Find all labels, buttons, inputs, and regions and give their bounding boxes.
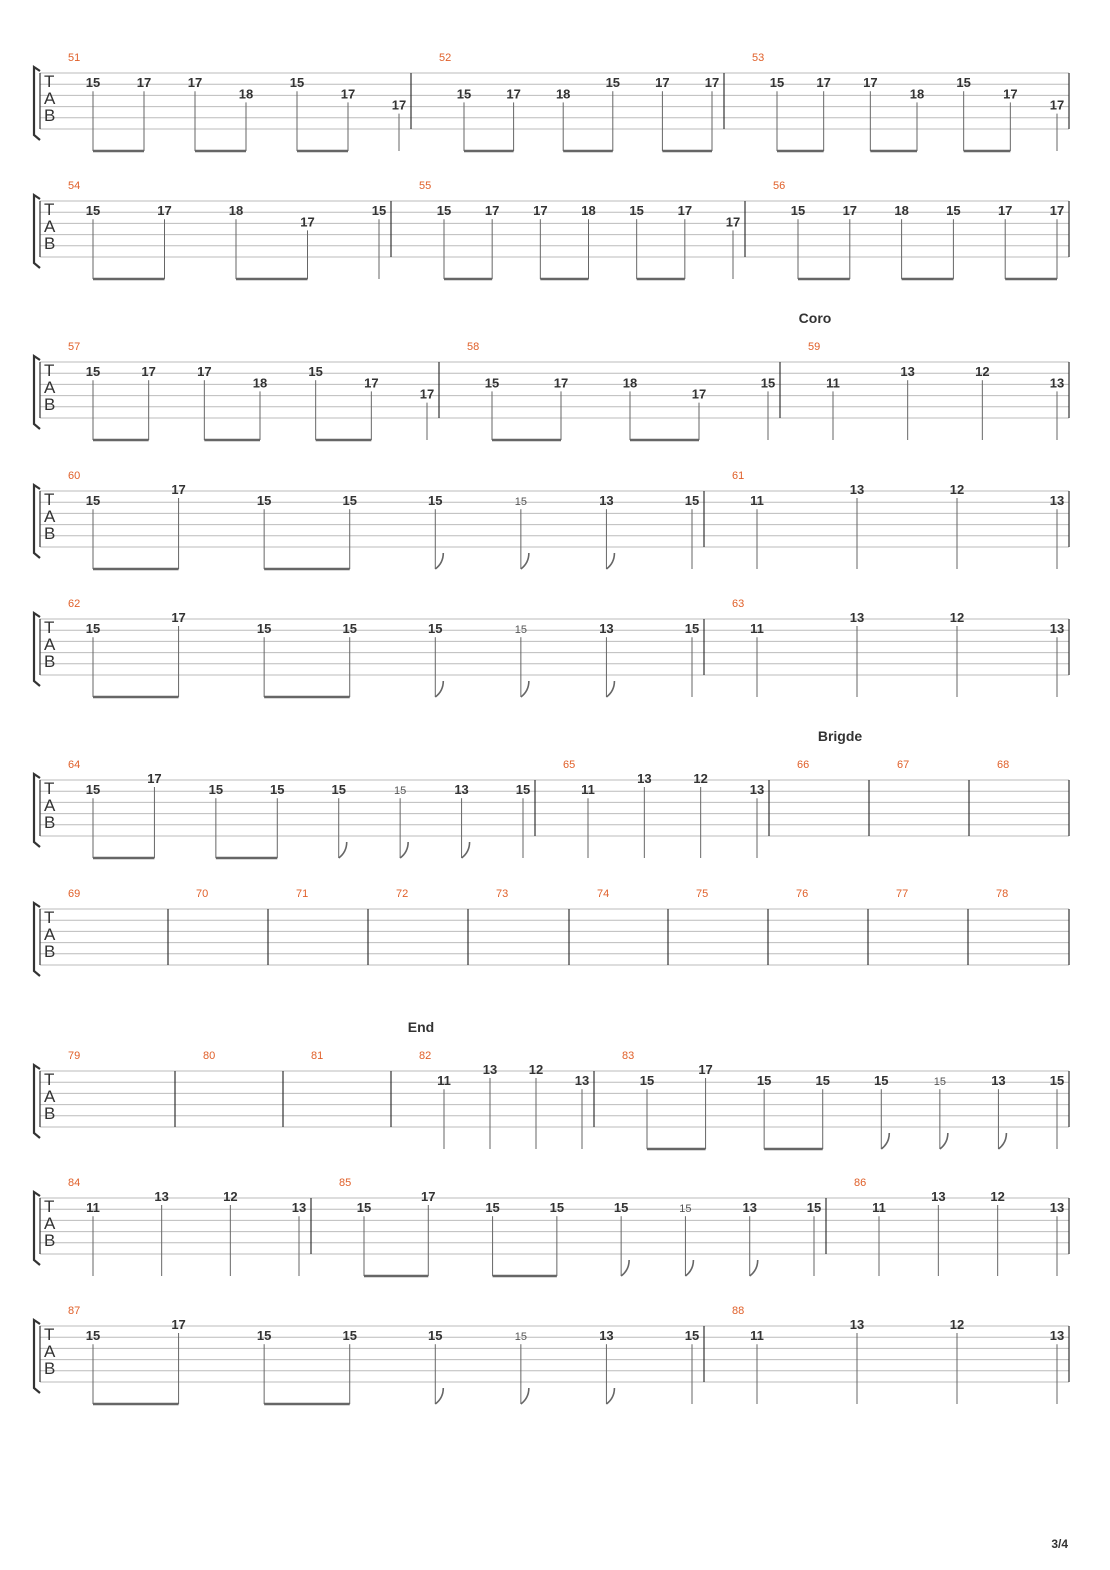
fret-number: 15 — [256, 621, 272, 637]
measure — [696, 888, 708, 900]
fret-number: 15 — [684, 621, 700, 637]
note-flag — [685, 1260, 693, 1276]
measure-number: 74 — [597, 888, 610, 900]
tab-clef-letter: B — [44, 652, 56, 671]
fret-number: 18 — [238, 86, 254, 102]
fret-number: 13 — [1049, 1200, 1065, 1216]
fret-number: 17 — [1049, 203, 1065, 219]
fret-number: 15 — [485, 1200, 500, 1216]
fret-number: 12 — [693, 771, 708, 786]
fret-number: 12 — [949, 1317, 965, 1332]
fret-number: 13 — [291, 1200, 307, 1216]
fret-number: 15 — [684, 493, 700, 509]
fret-number: 13 — [849, 610, 865, 625]
tab-clef-letter: T — [44, 1070, 55, 1089]
tab-system — [34, 470, 1069, 569]
tab-clef-letter: A — [44, 378, 56, 397]
fret-number: 11 — [750, 1328, 764, 1344]
measure-number: 60 — [68, 470, 81, 482]
measure-number: 56 — [773, 180, 786, 192]
fret-number: 11 — [581, 782, 595, 798]
fret-number: 15 — [371, 203, 387, 219]
fret-number: 13 — [1049, 375, 1065, 391]
fret-number: 18 — [555, 86, 571, 102]
fret-number: 15 — [428, 621, 443, 637]
section-label: Brigde — [817, 728, 863, 744]
measure — [496, 888, 508, 900]
measure — [997, 759, 1009, 771]
fret-number: 17 — [691, 386, 707, 402]
measure-number: 54 — [68, 180, 81, 192]
measure-number: 75 — [696, 888, 709, 900]
measure — [797, 759, 809, 771]
fret-number: 12 — [975, 364, 990, 380]
measure-number: 70 — [196, 888, 209, 900]
fret-number: 15 — [85, 1328, 101, 1344]
fret-number: 13 — [1049, 1328, 1065, 1344]
fret-number: 11 — [750, 493, 764, 509]
system-bracket — [34, 1320, 40, 1393]
measure — [68, 180, 386, 279]
measure-number: 88 — [732, 1305, 745, 1317]
fret-number: 18 — [228, 203, 244, 219]
tab-clef-letter: B — [44, 813, 56, 832]
fret-number: 17 — [533, 203, 548, 219]
note-flag — [339, 842, 347, 858]
fret-number: 15 — [514, 496, 527, 509]
fret-number: 15 — [514, 1331, 527, 1344]
tab-clef-letter: T — [44, 72, 55, 91]
fret-number: 15 — [1049, 1073, 1065, 1089]
system-bracket — [34, 356, 40, 429]
tab-clef-letter: A — [44, 635, 56, 654]
fret-number: 17 — [391, 97, 407, 113]
fret-number: 17 — [677, 203, 693, 219]
note-flag — [998, 1133, 1006, 1149]
fret-number: 15 — [790, 203, 806, 219]
note-flag — [435, 553, 443, 569]
fret-number: 13 — [599, 493, 614, 509]
tab-system — [34, 180, 1069, 279]
fret-number: 17 — [419, 386, 435, 402]
measure — [732, 598, 1064, 697]
note-flag — [435, 1388, 443, 1404]
note-flag — [521, 1388, 529, 1404]
fret-number: 17 — [484, 203, 500, 219]
fret-number: 15 — [484, 375, 500, 391]
fret-number: 15 — [515, 782, 531, 798]
tab-system — [34, 1050, 1069, 1149]
fret-number: 13 — [454, 782, 469, 798]
fret-number: 12 — [528, 1062, 544, 1077]
fret-number: 15 — [428, 493, 443, 509]
fret-number: 13 — [931, 1189, 946, 1204]
tab-clef-letter: B — [44, 524, 56, 543]
fret-number: 13 — [849, 1317, 865, 1332]
measure-number: 81 — [311, 1050, 324, 1062]
tab-clef-letter: B — [44, 1359, 56, 1378]
measure — [897, 759, 909, 771]
fret-number: 15 — [342, 493, 357, 509]
tab-clef-letter: A — [44, 507, 56, 526]
fret-number: 17 — [136, 75, 152, 91]
fret-number: 13 — [991, 1073, 1006, 1089]
measure — [622, 1050, 1064, 1149]
tab-clef-letter: B — [44, 1104, 56, 1123]
measure-number: 84 — [68, 1177, 81, 1189]
measure-number: 73 — [496, 888, 509, 900]
fret-number: 17 — [197, 364, 212, 380]
fret-number: 15 — [514, 624, 527, 637]
measure — [196, 888, 208, 900]
tab-clef-letter: A — [44, 1087, 56, 1106]
measure — [773, 180, 1064, 279]
fret-number: 15 — [308, 364, 323, 380]
fret-number: 17 — [1049, 97, 1065, 113]
measure — [68, 1305, 699, 1404]
tab-system — [34, 1305, 1069, 1404]
fret-number: 17 — [147, 771, 162, 786]
system-bracket — [34, 485, 40, 558]
fret-number: 17 — [725, 214, 741, 230]
fret-number: 17 — [1003, 86, 1018, 102]
fret-number: 18 — [581, 203, 596, 219]
note-flag — [400, 842, 408, 858]
fret-number: 15 — [756, 1073, 772, 1089]
note-flag — [521, 553, 529, 569]
fret-number: 17 — [364, 375, 379, 391]
fret-number: 17 — [141, 364, 156, 380]
fret-number: 13 — [749, 782, 765, 798]
measure-number: 55 — [419, 180, 432, 192]
note-flag — [606, 553, 614, 569]
measure — [339, 1177, 821, 1276]
fret-number: 17 — [553, 375, 569, 391]
tab-clef-letter: A — [44, 796, 56, 815]
fret-number: 13 — [900, 364, 915, 380]
fret-number: 15 — [946, 203, 961, 219]
fret-number: 15 — [356, 1200, 372, 1216]
measure — [68, 1177, 306, 1276]
measure-number: 52 — [439, 52, 452, 64]
fret-number: 15 — [85, 203, 101, 219]
fret-number: 15 — [769, 75, 785, 91]
tab-clef-letter: T — [44, 200, 55, 219]
fret-number: 13 — [599, 1328, 614, 1344]
fret-number: 15 — [85, 621, 101, 637]
measure-number: 69 — [68, 888, 81, 900]
fret-number: 18 — [252, 375, 268, 391]
system-bracket — [34, 903, 40, 976]
fret-number: 11 — [826, 375, 840, 391]
system-bracket — [34, 613, 40, 686]
fret-number: 15 — [256, 493, 272, 509]
measure — [203, 1050, 215, 1062]
measure-number: 61 — [732, 470, 745, 482]
section-label: Coro — [798, 310, 832, 326]
tab-clef-letter: B — [44, 106, 56, 125]
measure — [68, 470, 699, 569]
measure-number: 63 — [732, 598, 745, 610]
measure-number: 86 — [854, 1177, 867, 1189]
fret-number: 15 — [684, 1328, 700, 1344]
tab-clef-letter: A — [44, 217, 56, 236]
measure — [68, 888, 80, 900]
fret-number: 15 — [289, 75, 305, 91]
fret-number: 18 — [909, 86, 925, 102]
fret-number: 15 — [394, 785, 407, 798]
measure — [68, 598, 699, 697]
fret-number: 17 — [171, 610, 186, 625]
fret-number: 15 — [933, 1076, 946, 1089]
tab-clef-letter: T — [44, 779, 55, 798]
tab-clef-letter: A — [44, 1342, 56, 1361]
measure-number: 87 — [68, 1305, 81, 1317]
tab-system — [34, 52, 1069, 151]
fret-number: 17 — [655, 75, 670, 91]
measure — [396, 888, 408, 900]
fret-number: 12 — [223, 1189, 238, 1204]
measure-number: 65 — [563, 759, 576, 771]
tab-clef-letter: B — [44, 395, 56, 414]
system-bracket — [34, 67, 40, 140]
measure — [419, 1050, 589, 1149]
measure — [68, 341, 434, 440]
fret-number: 13 — [154, 1189, 169, 1204]
system-bracket — [34, 774, 40, 847]
tab-clef-letter: T — [44, 490, 55, 509]
fret-number: 15 — [256, 1328, 272, 1344]
fret-number: 17 — [842, 203, 858, 219]
measure — [808, 341, 1064, 440]
note-flag — [435, 681, 443, 697]
measure — [854, 1177, 1064, 1276]
fret-number: 15 — [760, 375, 776, 391]
fret-number: 13 — [574, 1073, 590, 1089]
measure-number: 51 — [68, 52, 81, 64]
fret-number: 15 — [806, 1200, 822, 1216]
fret-number: 17 — [171, 1317, 186, 1332]
fret-number: 15 — [436, 203, 452, 219]
fret-number: 11 — [872, 1200, 886, 1216]
fret-number: 17 — [506, 86, 521, 102]
measure-number: 67 — [897, 759, 910, 771]
measure — [597, 888, 609, 900]
fret-number: 13 — [482, 1062, 498, 1077]
measure — [68, 52, 406, 151]
fret-number: 18 — [894, 203, 909, 219]
tab-system — [34, 759, 1069, 858]
fret-number: 11 — [437, 1073, 451, 1089]
fret-number: 17 — [187, 75, 203, 91]
measure-number: 80 — [203, 1050, 216, 1062]
page-number: 3/4 — [1051, 1537, 1068, 1551]
fret-number: 15 — [549, 1200, 565, 1216]
note-flag — [750, 1260, 758, 1276]
tab-clef-letter: T — [44, 361, 55, 380]
fret-number: 15 — [342, 1328, 357, 1344]
tab-system — [34, 1177, 1069, 1276]
tab-clef-letter: A — [44, 1214, 56, 1233]
measure — [296, 888, 308, 900]
fret-number: 12 — [990, 1189, 1005, 1204]
system-bracket — [34, 195, 40, 268]
measure — [896, 888, 908, 900]
measure — [311, 1050, 323, 1062]
fret-number: 13 — [1049, 621, 1065, 637]
fret-number: 15 — [85, 75, 101, 91]
measure — [419, 180, 740, 279]
tab-clef-letter: T — [44, 618, 55, 637]
tab-system — [34, 341, 1069, 440]
note-flag — [606, 1388, 614, 1404]
tab-clef-letter: A — [44, 89, 56, 108]
fret-number: 15 — [629, 203, 644, 219]
fret-number: 15 — [342, 621, 357, 637]
note-flag — [621, 1260, 629, 1276]
tab-clef-letter: B — [44, 942, 56, 961]
fret-number: 15 — [208, 782, 224, 798]
measure-number: 72 — [396, 888, 409, 900]
measure-number: 53 — [752, 52, 765, 64]
measure-number: 76 — [796, 888, 809, 900]
note-flag — [462, 842, 470, 858]
measure — [732, 470, 1064, 569]
fret-number: 11 — [750, 621, 764, 637]
note-flag — [521, 681, 529, 697]
measure-number: 85 — [339, 1177, 352, 1189]
tab-clef-letter: T — [44, 1325, 55, 1344]
system-bracket — [34, 1192, 40, 1265]
fret-number: 17 — [157, 203, 172, 219]
fret-number: 11 — [86, 1200, 100, 1216]
measure — [68, 1050, 80, 1062]
measure-number: 57 — [68, 341, 81, 353]
measure — [563, 759, 764, 858]
measure-number: 77 — [896, 888, 909, 900]
fret-number: 12 — [949, 610, 965, 625]
measure-number: 71 — [296, 888, 309, 900]
fret-number: 17 — [171, 482, 186, 497]
tab-clef-letter: B — [44, 1231, 56, 1250]
fret-number: 17 — [340, 86, 356, 102]
measure — [732, 1305, 1064, 1404]
fret-number: 15 — [331, 782, 346, 798]
fret-number: 13 — [742, 1200, 757, 1216]
fret-number: 15 — [85, 493, 101, 509]
measure — [996, 888, 1008, 900]
measure-number: 64 — [68, 759, 81, 771]
fret-number: 15 — [956, 75, 971, 91]
measure — [467, 341, 775, 440]
measure-number: 78 — [996, 888, 1009, 900]
note-flag — [606, 681, 614, 697]
fret-number: 17 — [863, 75, 878, 91]
measure-number: 83 — [622, 1050, 635, 1062]
note-flag — [940, 1133, 948, 1149]
measure-number: 79 — [68, 1050, 81, 1062]
fret-number: 17 — [698, 1062, 713, 1077]
measure — [752, 52, 1064, 151]
measure-number: 62 — [68, 598, 81, 610]
fret-number: 13 — [599, 621, 614, 637]
system-bracket — [34, 1065, 40, 1138]
fret-number: 15 — [85, 782, 101, 798]
fret-number: 15 — [456, 86, 472, 102]
tab-system — [34, 598, 1069, 697]
tab-system — [34, 888, 1069, 976]
fret-number: 15 — [679, 1203, 692, 1216]
measure-number: 58 — [467, 341, 480, 353]
tab-clef-letter: B — [44, 234, 56, 253]
fret-number: 17 — [997, 203, 1013, 219]
measure — [68, 759, 530, 858]
fret-number: 15 — [270, 782, 285, 798]
tab-clef-letter: T — [44, 1197, 55, 1216]
fret-number: 15 — [639, 1073, 655, 1089]
measure — [439, 52, 719, 151]
fret-number: 13 — [849, 482, 865, 497]
measure — [796, 888, 808, 900]
note-flag — [881, 1133, 889, 1149]
fret-number: 15 — [85, 364, 101, 380]
fret-number: 18 — [622, 375, 638, 391]
measure-number: 68 — [997, 759, 1010, 771]
tab-clef-letter: T — [44, 908, 55, 927]
measure-number: 82 — [419, 1050, 432, 1062]
fret-number: 17 — [816, 75, 831, 91]
fret-number: 15 — [815, 1073, 830, 1089]
tab-clef-letter: A — [44, 925, 56, 944]
fret-number: 13 — [1049, 493, 1065, 509]
measure-number: 59 — [808, 341, 821, 353]
fret-number: 15 — [874, 1073, 889, 1089]
fret-number: 13 — [637, 771, 652, 786]
fret-number: 15 — [605, 75, 621, 91]
fret-number: 17 — [421, 1189, 436, 1204]
fret-number: 17 — [300, 214, 315, 230]
fret-number: 15 — [613, 1200, 629, 1216]
measure-number: 66 — [797, 759, 810, 771]
fret-number: 17 — [704, 75, 720, 91]
fret-number: 12 — [949, 482, 965, 497]
section-label: End — [407, 1019, 435, 1035]
fret-number: 15 — [428, 1328, 443, 1344]
